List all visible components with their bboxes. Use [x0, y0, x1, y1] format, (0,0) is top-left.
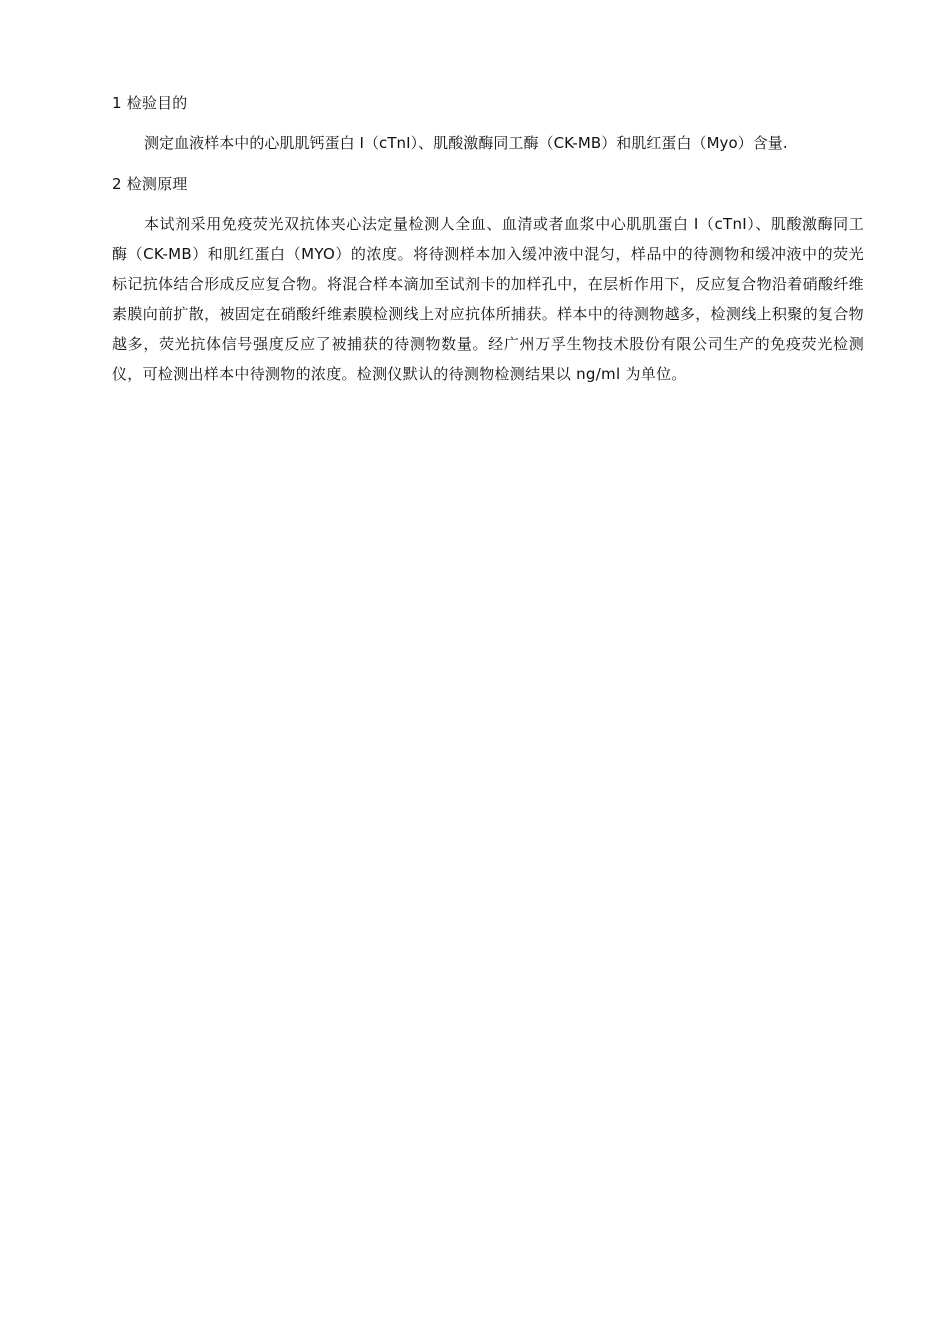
section-heading-purpose: 1 检验目的	[112, 94, 188, 112]
section-heading-principle: 2 检测原理	[112, 175, 188, 193]
document-body	[112, 88, 864, 389]
paragraph-purpose: 测定血液样本中的心肌肌钙蛋白 I（cTnI）、肌酸激酶同工酶（CK-MB）和肌红蛋白（Myo）含量.	[144, 134, 788, 152]
paragraph-principle: 本试剂采用免疫荧光双抗体夹心法定量检测人全血、血清或者血浆中心肌肌蛋白 I（cTnI）、肌酸激酶同工酶（CK-MB）和肌红蛋白（MYO）的浓度。将待测样本加入缓冲液中混匀，样品中的待测物和缓冲液中的荧光标记抗体结合形成反应复合物。将混合样本滴加至试剂卡的加样孔中，在层析作用下，反应复合物沿着硝酸纤维素膜向前扩散，被固定在硝酸纤维素膜检测线上对应抗体所捕获。样本中的待测物越多，检测线上积聚的复合物越多，荧光抗体信号强度反应了被捕获的待测物数量。经广州万孚生物技术股份有限公司生产的免疫荧光检测仪，可检测出样本中待测物的浓度。检测仪默认的待测物检测结果以 ng/ml 为单位。	[112, 215, 864, 383]
